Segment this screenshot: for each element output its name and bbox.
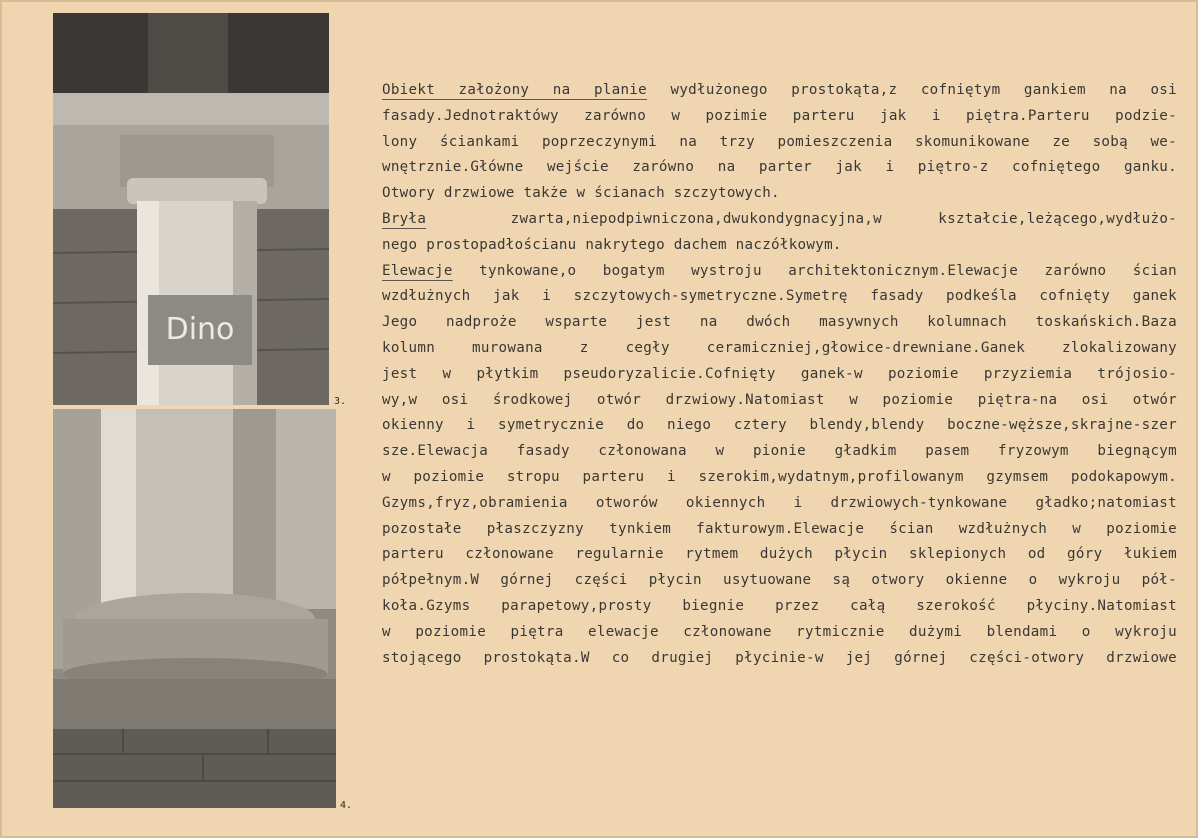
text-line: jest w płytkim pseudoryzalicie.Cofnięty ganek-w poziomie przyziemia trójosio- (382, 365, 1177, 382)
photo-number-3: 3. (334, 396, 347, 407)
text-line-part: wydłużonego prostokąta,z cofniętym gankiem na osi (647, 82, 1177, 98)
text-line: sze.Elewacja fasady członowana w pionie gładkim pasem fryzowym biegnącym (382, 443, 1177, 460)
text-line: kolumn murowana z cegły ceramiczniej,głowice-drewniane.Ganek zlokalizowany (382, 339, 1177, 356)
text-line-part: tynkowane,o bogatym wystroju architektonicznym.Elewacje zarówno ścian (452, 262, 1177, 279)
column-capital-image (53, 13, 329, 405)
text-line: pozostałe płaszczyzny tynkiem fakturowym.Elewacje ścian wzdłużnych w poziomie (382, 520, 1177, 537)
text-line: okienny i symetrycznie do niego cztery blendy,blendy boczne-węższe,skrajne-szer (382, 417, 1177, 434)
text-line: wzdłużnych jak i szczytowych-symetryczne.Symetrę fasady podkeśla cofnięty ganek (382, 288, 1177, 305)
text-line (382, 207, 1177, 233)
photo-column-base (53, 409, 336, 808)
text-line-part: zwarta,niepodpiwniczona,dwukondygnacyjna,w kształcie,leżącego,wydłużo- (426, 210, 1177, 227)
photo-column-capital (53, 13, 329, 405)
text-line: fasady.Jednotraktówy zarówno w pozimie parteru jak i piętra.Parteru podzie- (382, 107, 1177, 124)
text-line (382, 259, 1177, 285)
photo-number-4: 4. (340, 800, 353, 811)
dino-sign-text: Dino (165, 312, 235, 347)
text-line: Otwory drzwiowe także w ścianach szczytowych. (382, 185, 780, 202)
text-line: Jego nadproże wsparte jest na dwóch masywnych kolumnach toskańskich.Baza (382, 314, 1177, 331)
text-line: Gzyms,fryz,obramienia otworów okiennych i drzwiowych-tynkowane gładko;natomiast (382, 494, 1177, 511)
text-line: wnętrznie.Główne wejście zarówno na parter jak i piętro-z cofniętego ganku. (382, 159, 1177, 176)
text-line: lony ściankami poprzeczynymi na trzy pomieszczenia skomunikowane ze sobą we- (382, 133, 1177, 150)
text-line: koła.Gzyms parapetowy,prosty biegnie przez całą szerokość płyciny.Natomiast (382, 597, 1177, 614)
section-heading-bryla: Bryła (382, 210, 427, 227)
text-line: w poziomie piętra elewacje członowane rytmicznie dużymi blendami o wykroju (382, 623, 1177, 640)
section-heading-obiekt: Obiekt założony na planie (382, 82, 647, 98)
text-line (382, 78, 1177, 104)
text-line: parteru członowane regularnie rytmem dużych płycin sklepionych od góry łukiem (382, 546, 1177, 563)
text-line: stojącego prostokąta.W co drugiej płycinie-w jej górnej części-otwory drzwiowe (382, 649, 1177, 666)
text-line: wy,w osi środkowej otwór drzwiowy.Natomiast w poziomie piętra-na osi otwór (382, 391, 1177, 408)
section-heading-elewacje: Elewacje (382, 262, 453, 279)
text-line: nego prostopadłościanu nakrytego dachem naczółkowym. (382, 236, 842, 253)
column-base-image (53, 409, 336, 808)
typewritten-description (382, 78, 1177, 671)
text-line: półpełnym.W górnej części płycin usytuowane są otwory okienne o wykroju pół- (382, 572, 1177, 589)
text-line: w poziomie stropu parteru i szerokim,wydatnym,profilowanym gzymsem podokapowym. (382, 468, 1177, 485)
